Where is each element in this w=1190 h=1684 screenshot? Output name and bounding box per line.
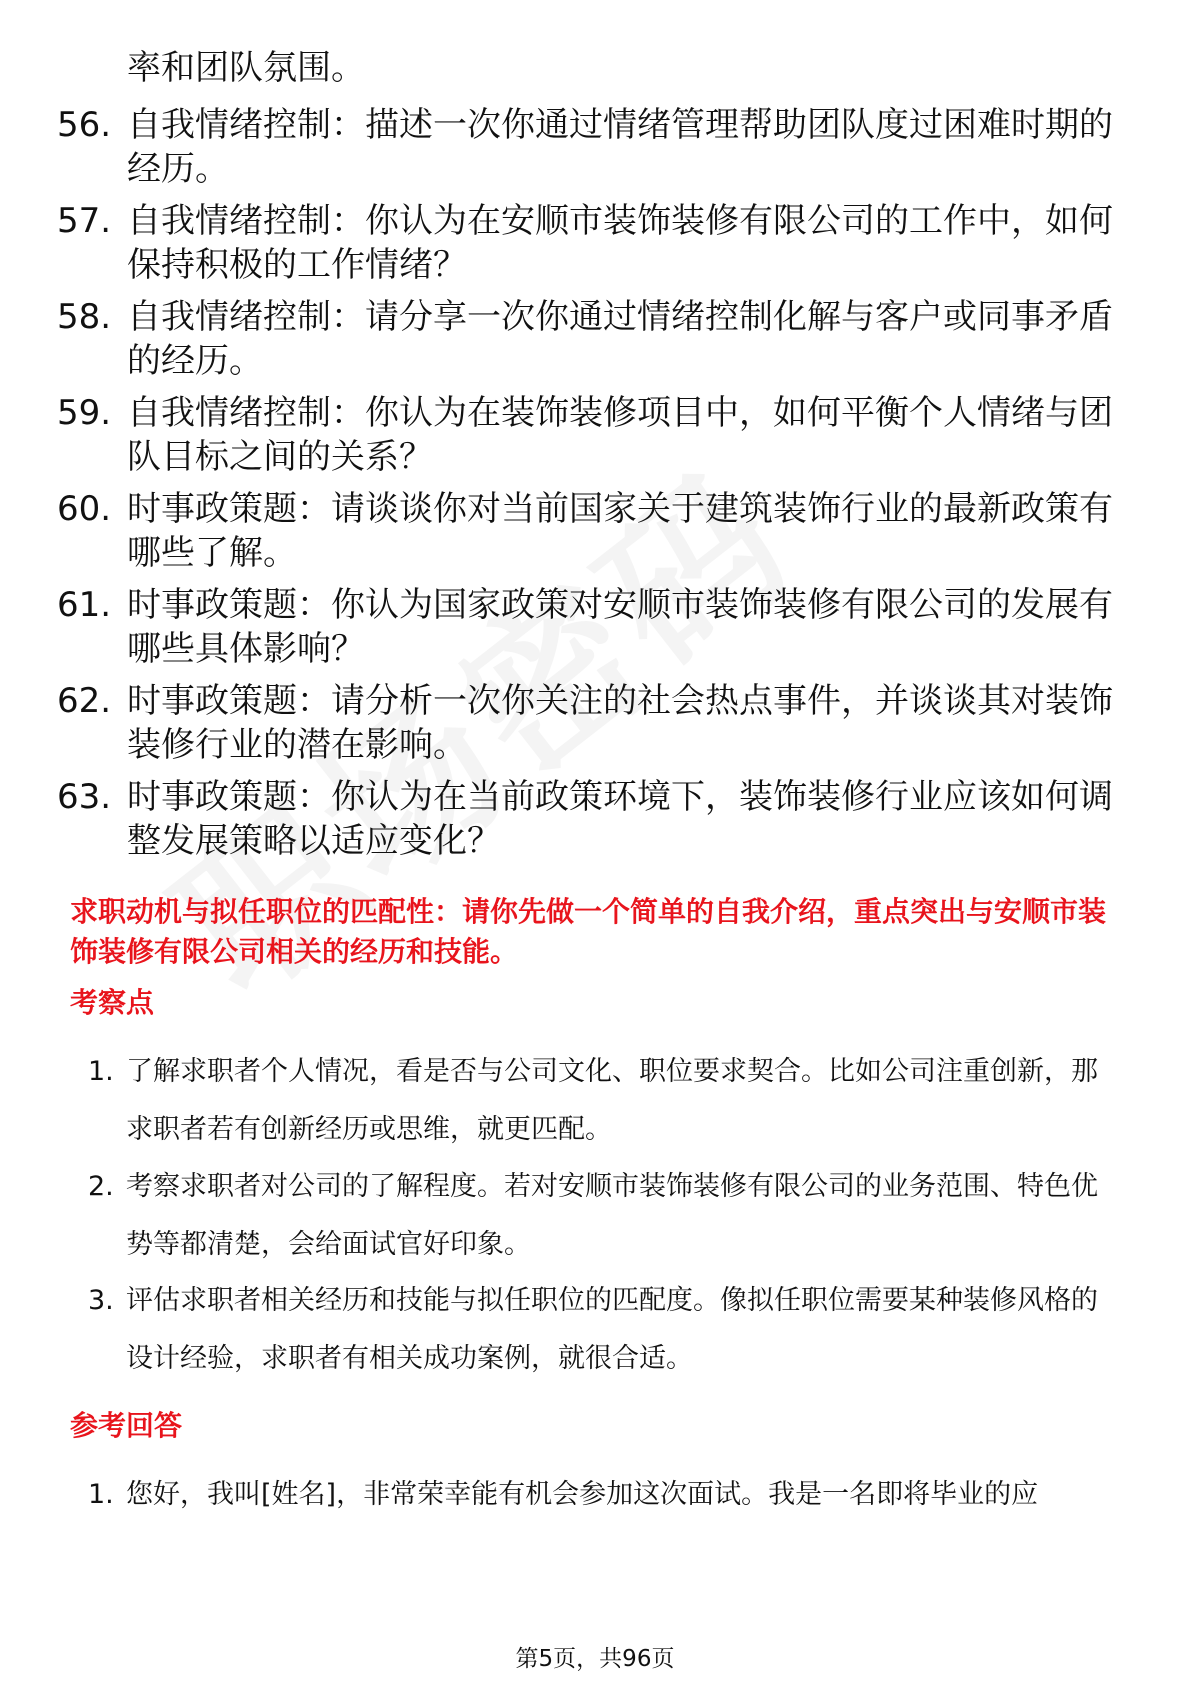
list-text: 评估求职者相关经历和技能与拟任职位的匹配度。像拟任职位需要某种装修风格的设计经验，求职者有相关成功案例，就很合适。 — [126, 1285, 1098, 1374]
cankao-heading: 参考回答 — [70, 1409, 183, 1442]
question-item — [57, 199, 1117, 287]
question-text: 时事政策题：请分析一次你关注的社会热点事件，并谈谈其对装饰装修行业的潜在影响。 — [127, 681, 1113, 765]
question-text: 自我情绪控制：你认为在安顺市装饰装修有限公司的工作中，如何保持积极的工作情绪？ — [127, 201, 1113, 285]
question-item — [57, 775, 1117, 863]
list-text: 了解求职者个人情况，看是否与公司文化、职位要求契合。比如公司注重创新，那求职者若有创新经历或思维，就更匹配。 — [126, 1056, 1098, 1145]
question-text: 时事政策题：请谈谈你对当前国家关于建筑装饰行业的最新政策有哪些了解。 — [127, 489, 1113, 573]
list-item — [88, 1043, 1118, 1159]
list-number: 1. — [88, 1479, 114, 1510]
question-item — [57, 391, 1117, 479]
kaochadian-heading: 考察点 — [70, 986, 155, 1019]
question-item — [57, 295, 1117, 383]
list-number: 1. — [88, 1056, 114, 1087]
question-number: 56. — [57, 105, 112, 145]
list-item — [88, 1158, 1118, 1274]
question-item — [57, 487, 1117, 575]
question-number: 62. — [57, 681, 112, 721]
page-footer: 第5页，共96页 — [515, 1646, 675, 1672]
list-number: 2. — [88, 1171, 114, 1202]
continuation-text: 率和团队氛围。 — [127, 48, 365, 88]
list-text: 考察求职者对公司的了解程度。若对安顺市装饰装修有限公司的业务范围、特色优势等都清楚，会给面试官好印象。 — [126, 1171, 1098, 1260]
question-number: 63. — [57, 777, 112, 817]
section-heading: 求职动机与拟任职位的匹配性：请你先做一个简单的自我介绍，重点突出与安顺市装饰装修有限公司相关的经历和技能。 — [70, 895, 1107, 968]
question-number: 59. — [57, 393, 112, 433]
question-number: 58. — [57, 297, 112, 337]
list-item — [88, 1272, 1118, 1388]
list-text: 您好，我叫[姓名]，非常荣幸能有机会参加这次面试。我是一名即将毕业的应 — [126, 1479, 1039, 1510]
question-text: 自我情绪控制：请分享一次你通过情绪控制化解与客户或同事矛盾的经历。 — [127, 297, 1113, 381]
question-item — [57, 103, 1117, 191]
question-text: 时事政策题：你认为在当前政策环境下，装饰装修行业应该如何调整发展策略以适应变化？ — [127, 777, 1113, 861]
list-item — [88, 1466, 1118, 1524]
question-text: 自我情绪控制：你认为在装饰装修项目中，如何平衡个人情绪与团队目标之间的关系？ — [127, 393, 1113, 477]
question-item — [57, 583, 1117, 671]
question-number: 61. — [57, 585, 112, 625]
question-item — [57, 679, 1117, 767]
question-text: 自我情绪控制：描述一次你通过情绪管理帮助团队度过困难时期的经历。 — [127, 105, 1113, 189]
question-number: 60. — [57, 489, 112, 529]
question-number: 57. — [57, 201, 112, 241]
question-text: 时事政策题：你认为国家政策对安顺市装饰装修有限公司的发展有哪些具体影响？ — [127, 585, 1113, 669]
list-number: 3. — [88, 1285, 114, 1316]
